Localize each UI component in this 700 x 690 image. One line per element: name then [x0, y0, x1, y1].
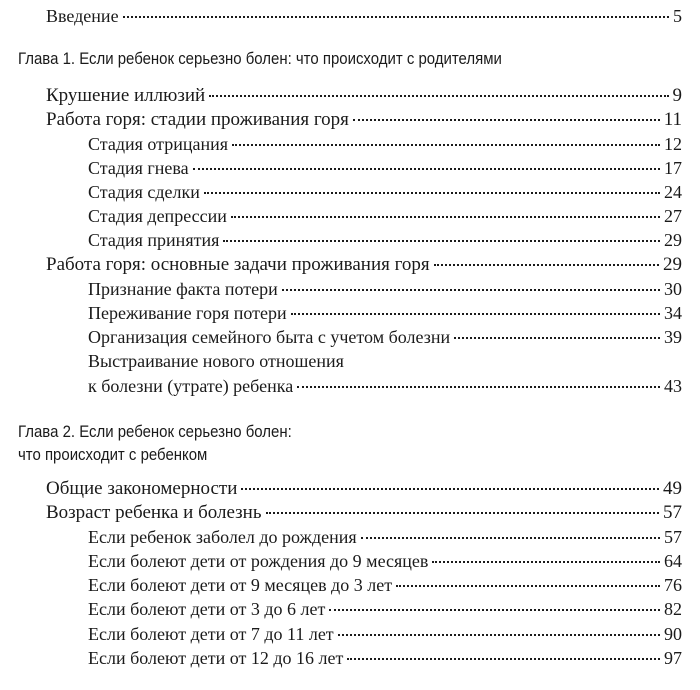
toc-entry-page: 11 — [663, 109, 682, 130]
toc-subentry[interactable] — [88, 327, 682, 348]
toc-entry-title: Если болеют дети от 9 месяцев до 3 лет — [88, 575, 393, 595]
toc-entry-page: 49 — [663, 478, 682, 499]
toc-entry-title: Организация семейного быта с учетом болезни — [88, 327, 451, 347]
toc-subentry[interactable] — [88, 624, 682, 645]
toc-entry-title: Если болеют дети от 12 до 16 лет — [88, 648, 344, 668]
toc-entry[interactable] — [46, 478, 682, 500]
toc-entry-title: Если болеют дети от 7 до 11 лет — [88, 624, 334, 644]
toc-entry-title: Работа горя: основные задачи проживания горя — [46, 254, 430, 275]
toc-entry-page: 90 — [664, 624, 682, 644]
dot-leader — [241, 488, 659, 490]
toc-entry-title: Крушение иллюзий — [46, 85, 206, 106]
toc-entry-page: 76 — [664, 575, 682, 595]
toc-entry-title: Работа горя: стадии проживания горя — [46, 109, 349, 130]
toc-entry-title: Стадия гнева — [88, 158, 189, 178]
toc-subentry[interactable] — [88, 182, 682, 203]
toc-entry-title: Общие закономерности — [46, 478, 238, 499]
chapter-2-heading-line2[interactable]: что происходит с ребенком — [18, 445, 208, 464]
dot-leader — [338, 634, 660, 636]
toc-entry-page: 24 — [664, 182, 682, 202]
toc-entry[interactable] — [46, 85, 682, 107]
dot-leader — [329, 609, 660, 611]
toc-entry-page: 12 — [664, 134, 682, 154]
dot-leader — [297, 386, 660, 388]
toc-entry-page: 57 — [664, 527, 682, 547]
dot-leader — [291, 313, 660, 315]
toc-entry-page: 64 — [664, 551, 682, 571]
dot-leader — [231, 216, 660, 218]
toc-entry-title: Если ребенок заболел до рождения — [88, 527, 357, 547]
toc-entry-page: 30 — [664, 279, 682, 299]
dot-leader — [193, 168, 660, 170]
toc-entry-title: Возраст ребенка и болезнь — [46, 502, 262, 523]
toc-subentry[interactable] — [88, 648, 682, 669]
toc-entry-page: 57 — [663, 502, 682, 523]
toc-subentry[interactable] — [88, 230, 682, 251]
toc-subentry[interactable] — [88, 376, 682, 397]
toc-entry-title: Стадия сделки — [88, 182, 200, 202]
toc-entry[interactable] — [46, 254, 682, 276]
toc-entry-title: Признание факта потери — [88, 279, 278, 299]
toc-entry-title: Если болеют дети от рождения до 9 месяцев — [88, 551, 429, 571]
toc-entry-title: Стадия принятия — [88, 230, 220, 250]
dot-leader — [282, 289, 660, 291]
toc-entry-page: 39 — [664, 327, 682, 347]
toc-subentry[interactable] — [88, 303, 682, 324]
dot-leader — [454, 337, 660, 339]
toc-entry-page: 29 — [663, 254, 682, 275]
dot-leader — [396, 585, 660, 587]
toc-subentry[interactable] — [88, 134, 682, 155]
dot-leader — [266, 512, 660, 514]
dot-leader — [223, 240, 660, 242]
toc-subentry[interactable] — [88, 206, 682, 227]
dot-leader — [353, 119, 660, 121]
toc-entry-page: 82 — [664, 599, 682, 619]
toc-entry-title: к болезни (утрате) ребенка — [88, 376, 294, 396]
toc-subentry[interactable] — [88, 527, 682, 548]
toc-entry[interactable] — [46, 502, 682, 524]
toc-entry-page: 97 — [664, 648, 682, 668]
toc-entry-intro[interactable] — [46, 6, 682, 27]
toc-entry-title: Если болеют дети от 3 до 6 лет — [88, 599, 326, 619]
toc-subentry[interactable] — [88, 551, 682, 572]
dot-leader — [434, 264, 659, 266]
dot-leader — [204, 192, 660, 194]
toc-subentry[interactable] — [88, 599, 682, 620]
dot-leader — [432, 561, 660, 563]
toc-entry-page: 43 — [664, 376, 682, 396]
toc-entry-page: 34 — [664, 303, 682, 323]
dot-leader — [232, 144, 660, 146]
dot-leader — [123, 16, 669, 18]
toc-entry[interactable] — [46, 109, 682, 131]
toc-subentry[interactable] — [88, 279, 682, 300]
toc-entry-page: 5 — [673, 6, 682, 26]
toc-entry-title: Введение — [46, 6, 119, 26]
dot-leader — [361, 537, 660, 539]
toc-entry-page: 9 — [672, 85, 682, 106]
chapter-2-heading-line1[interactable]: Глава 2. Если ребенок серьезно болен: — [18, 422, 292, 441]
toc-entry-page: 27 — [664, 206, 682, 226]
toc-entry-page: 29 — [664, 230, 682, 250]
toc-subentry[interactable] — [88, 575, 682, 596]
dot-leader — [347, 658, 660, 660]
toc-entry-title: Переживание горя потери — [88, 303, 287, 323]
toc-subentry[interactable] — [88, 158, 682, 179]
toc-entry-title: Стадия депрессии — [88, 206, 227, 226]
toc-entry-title-line1[interactable]: Выстраивание нового отношения — [88, 351, 344, 371]
chapter-1-heading[interactable]: Глава 1. Если ребенок серьезно болен: что происходит с родителями — [18, 49, 502, 68]
toc-entry-page: 17 — [664, 158, 682, 178]
toc-entry-title: Стадия отрицания — [88, 134, 229, 154]
dot-leader — [209, 95, 668, 97]
